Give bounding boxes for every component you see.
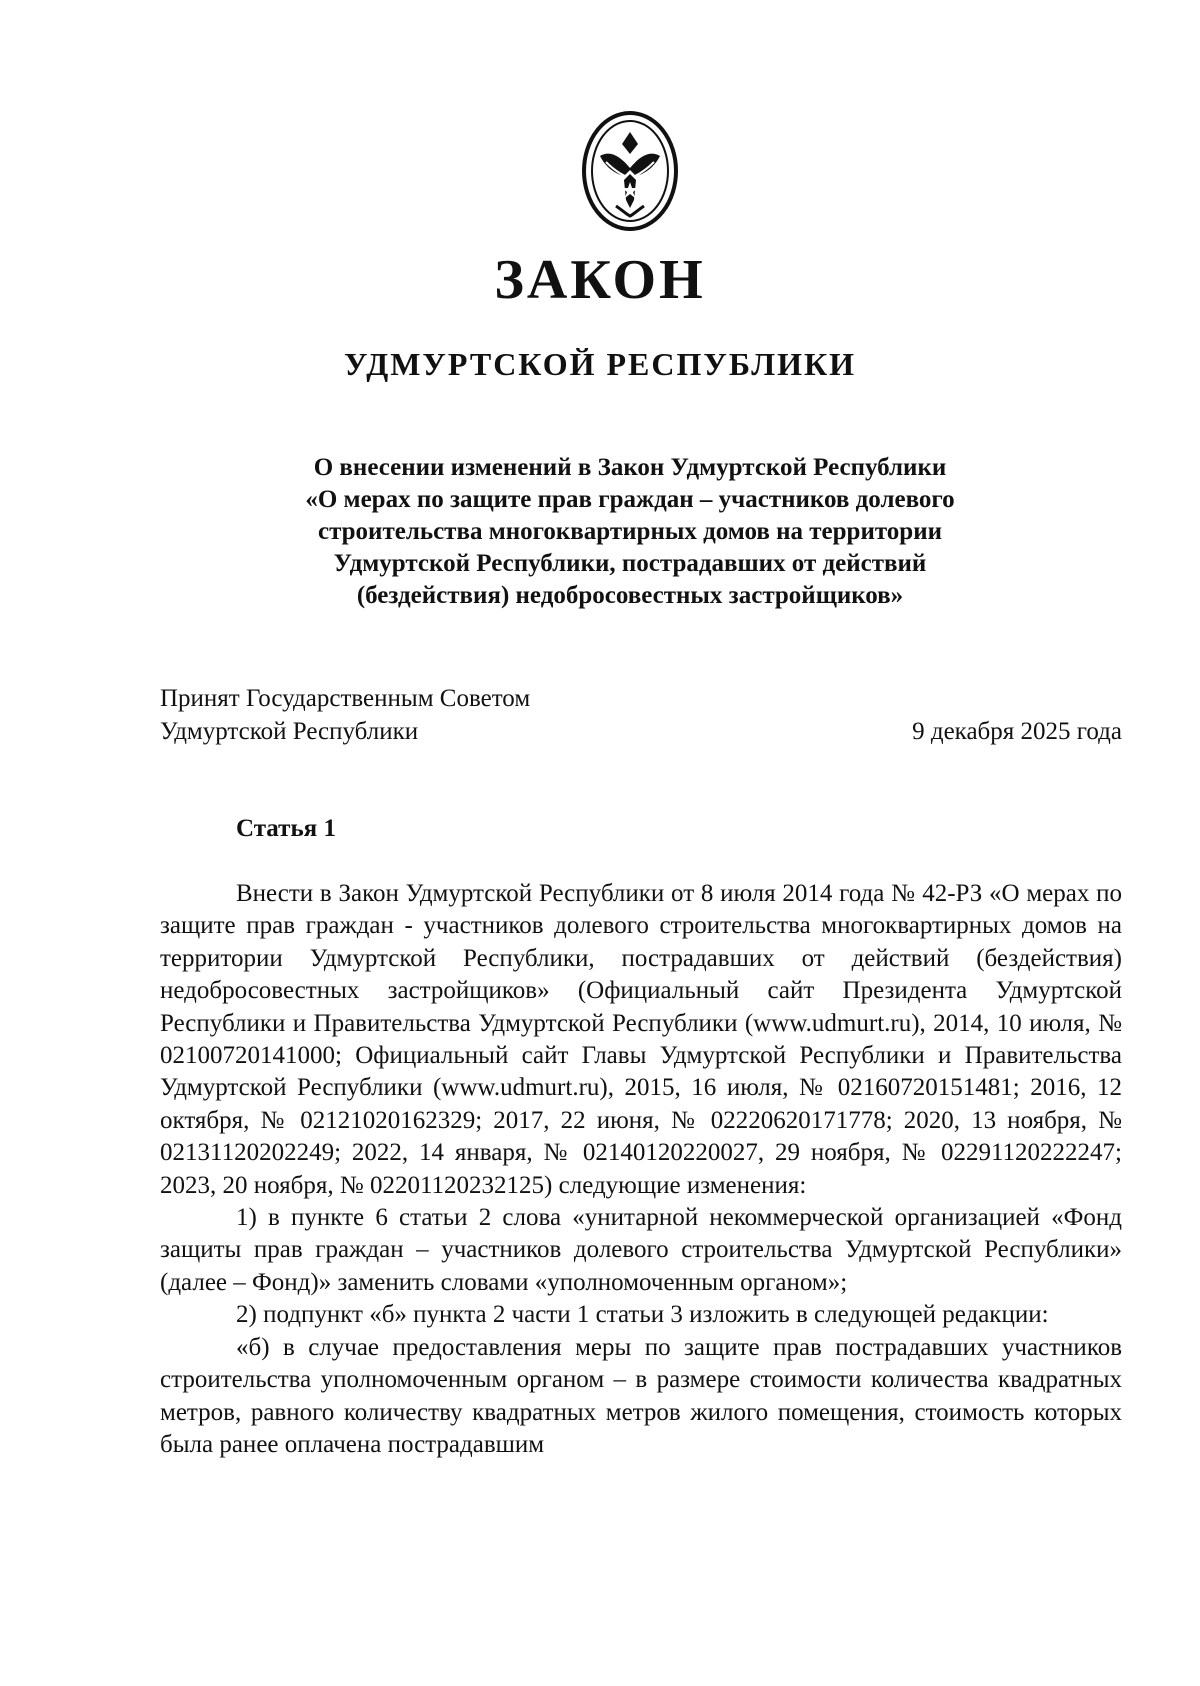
document-type: ЗАКОН bbox=[494, 249, 706, 311]
article-paragraph: 1) в пункте 6 статьи 2 слова «унитарной некоммерческой организацией «Фонд защиты прав граждан – участников долевого строительства Удмуртской Республики» (далее – Фонд)» заменить словами «уполномоченным органом»; bbox=[160, 1204, 1122, 1296]
article-heading: Статья 1 bbox=[236, 815, 336, 842]
issuing-authority: УДМУРТСКОЙ РЕСПУБЛИКИ bbox=[343, 346, 857, 382]
title-line: (бездействия) недобросовестных застройщиков» bbox=[356, 582, 904, 609]
title-line: строительства многоквартирных домов на территории bbox=[317, 518, 943, 545]
article-body bbox=[160, 878, 1122, 1461]
coat-of-arms-emblem bbox=[580, 110, 680, 232]
title-line: О внесении изменений в Закон Удмуртской Республики bbox=[313, 454, 947, 481]
article-paragraph: «б) в случае предоставления меры по защите прав пострадавших участников строительства уполномоченным органом – в размере стоимости количества квадратных метров, равного количеству квадратных метров жилого помещения, стоимость которых была ранее оплачена пострадавшим bbox=[160, 1333, 1122, 1458]
article-paragraph: 2) подпункт «б» пункта 2 части 1 статьи 3 изложить в следующей редакции: bbox=[236, 1301, 1049, 1329]
adoption-line: Удмуртской Республики bbox=[160, 718, 419, 745]
adoption-date: 9 декабря 2025 года bbox=[912, 718, 1122, 745]
title-line: Удмуртской Республики, пострадавших от действий bbox=[333, 550, 927, 577]
adoption-statement bbox=[160, 682, 530, 748]
article-paragraph: Внести в Закон Удмуртской Республики от 8 июля 2014 года № 42-РЗ «О мерах по защите прав граждан - участников долевого строительства многоквартирных домов на территории Удмуртской Республики, пострадавших от действий (бездействия) недобросовестных застройщиков» (Официальный сайт Президента Удмуртской Республики и Правительства Удмуртской Республики (www.udmurt.ru), 2014, 10 июля, № 02100720141000; Официальный сайт Главы Удмуртской Республики и Правительства Удмуртской Республики (www.udmurt.ru), 2015, 16 июля, № 02160720151481; 2016, 12 октября, № 02121020162329; 2017, 22 июня, № 02220620171778; 2020, 13 ноября, № 02131120202249; 2022, 14 января, № 02140120220027, 29 ноября, № 02291120222247; 2023, 20 ноября, № 02201120232125) следующие изменения: bbox=[160, 880, 1122, 1199]
adoption-line: Принят Государственным Советом bbox=[160, 685, 531, 712]
document-title bbox=[260, 452, 1000, 612]
title-line: «О мерах по защите прав граждан – участников долевого bbox=[305, 486, 955, 513]
